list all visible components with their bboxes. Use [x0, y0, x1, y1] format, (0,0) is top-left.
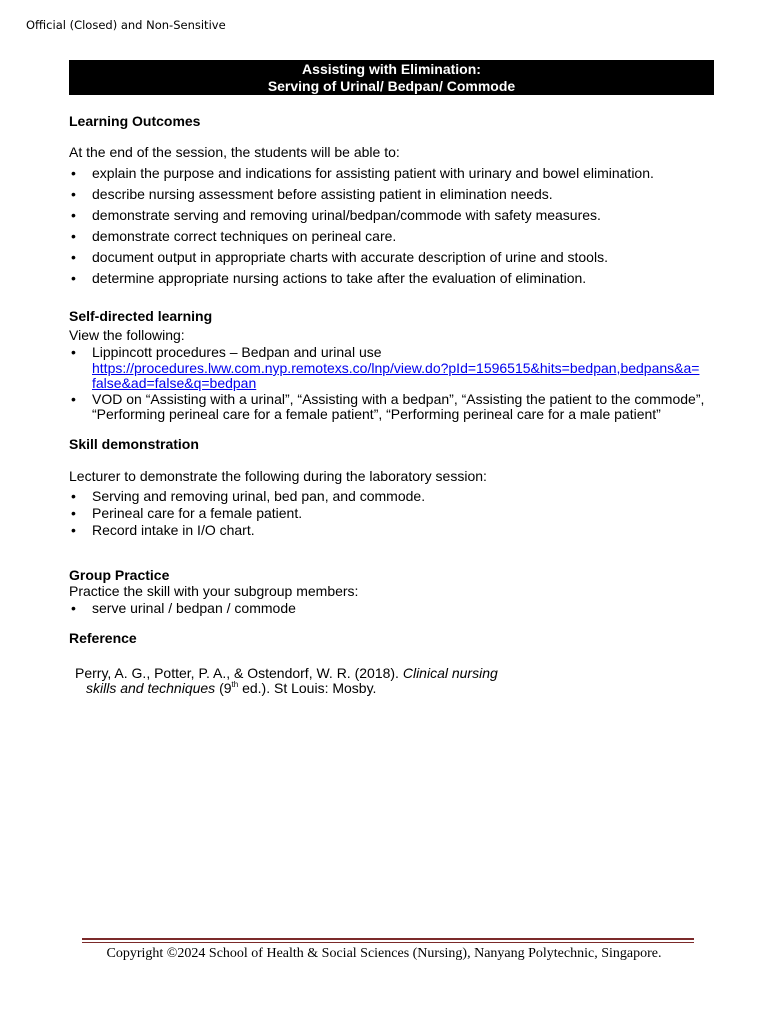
- title-line-2: Serving of Urinal/ Bedpan/ Commode: [267, 78, 516, 94]
- bullet-icon: •: [71, 270, 76, 286]
- list-item-text: demonstrate serving and removing urinal/bedpan/commode with safety measures.: [92, 207, 601, 223]
- classification-label: Official (Closed) and Non-Sensitive: [26, 18, 226, 32]
- skill-demo-intro: Lecturer to demonstrate the following during the laboratory session:: [69, 468, 487, 484]
- list-item-text: Lippincott procedures – Bedpan and urinal use: [92, 344, 382, 360]
- group-practice-intro: Practice the skill with your subgroup members:: [69, 583, 359, 599]
- reference-edition-sup: th: [231, 680, 239, 689]
- reference-title-part1: Clinical nursing: [402, 665, 498, 681]
- list-item-text: Record intake in I/O chart.: [92, 522, 255, 538]
- list-item-text: demonstrate correct techniques on perineal care.: [92, 228, 397, 244]
- reference-title-part2: skills and techniques: [86, 680, 216, 696]
- bullet-icon: •: [71, 522, 76, 538]
- bullet-icon: •: [71, 344, 76, 360]
- self-directed-intro: View the following:: [69, 327, 185, 343]
- self-directed-heading: Self-directed learning: [69, 308, 213, 324]
- list-item-text: Perineal care for a female patient.: [92, 505, 303, 521]
- footer-copyright: Copyright ©2024 School of Health & Social Sciences (Nursing), Nanyang Polytechnic, Singapore.: [106, 946, 662, 961]
- bullet-icon: •: [71, 505, 76, 521]
- footer-divider: [82, 938, 694, 943]
- reference-authors: Perry, A. G., Potter, P. A., & Ostendorf, W. R. (2018).: [75, 665, 403, 681]
- list-item-continuation: “Performing perineal care for a female patient”, “Performing perineal care for a male patient”: [92, 406, 661, 422]
- skill-demo-heading: Skill demonstration: [69, 436, 199, 452]
- reference-citation: [75, 665, 498, 681]
- title-line-1: Assisting with Elimination:: [302, 61, 481, 77]
- lippincott-link-continued[interactable]: false&ad=false&q=bedpan: [92, 375, 257, 391]
- group-practice-heading: Group Practice: [69, 567, 170, 583]
- reference-publisher: ed.). St Louis: Mosby.: [238, 680, 377, 696]
- bullet-icon: •: [71, 207, 76, 223]
- list-item-text: describe nursing assessment before assisting patient in elimination needs.: [92, 186, 553, 202]
- bullet-icon: •: [71, 488, 76, 504]
- list-item-text: Serving and removing urinal, bed pan, and commode.: [92, 488, 426, 504]
- list-item-text: document output in appropriate charts with accurate description of urine and stools.: [92, 249, 608, 265]
- learning-outcomes-intro: At the end of the session, the students will be able to:: [69, 144, 400, 160]
- bullet-icon: •: [71, 600, 76, 616]
- reference-heading: Reference: [69, 630, 137, 646]
- lippincott-link[interactable]: https://procedures.lww.com.nyp.remotexs.co/lnp/view.do?pId=1596515&hits=bedpan,bedpans&a=: [92, 360, 700, 376]
- learning-outcomes-heading: Learning Outcomes: [69, 113, 201, 129]
- reference-edition-open: (9: [215, 680, 232, 696]
- list-item-text: serve urinal / bedpan / commode: [92, 600, 296, 616]
- bullet-icon: •: [71, 228, 76, 244]
- list-item-text: determine appropriate nursing actions to take after the evaluation of elimination.: [92, 270, 587, 286]
- bullet-icon: •: [71, 165, 76, 181]
- list-item-text: explain the purpose and indications for assisting patient with urinary and bowel elimination.: [92, 165, 654, 181]
- document-title: [69, 60, 714, 95]
- bullet-icon: •: [71, 391, 76, 407]
- bullet-icon: •: [71, 186, 76, 202]
- bullet-icon: •: [71, 249, 76, 265]
- list-item-text: VOD on “Assisting with a urinal”, “Assisting with a bedpan”, “Assisting the patient to the commode”,: [92, 391, 705, 407]
- reference-citation-continued: [86, 680, 376, 696]
